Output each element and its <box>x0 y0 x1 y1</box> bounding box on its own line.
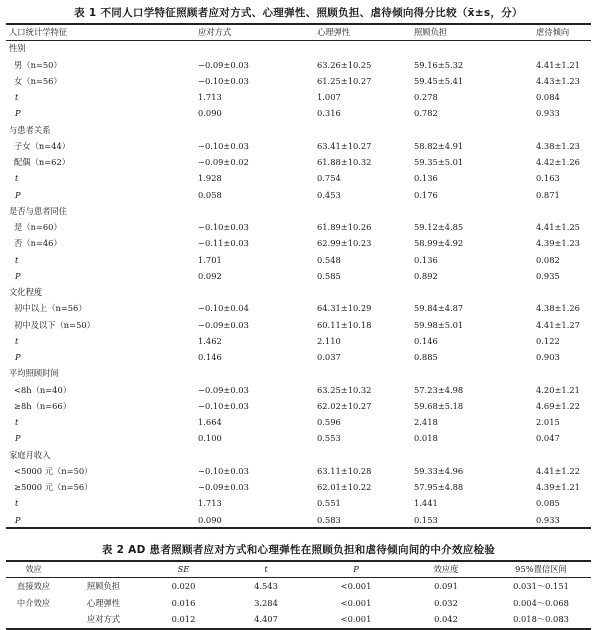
table1-row-group <box>6 284 591 300</box>
table1-cell: 0.551 <box>317 498 341 509</box>
table2-path-label: 应对方式 <box>86 614 121 625</box>
table1-cell: 0.935 <box>536 270 560 281</box>
table1-cell <box>486 203 591 219</box>
table1-cell: 4.41±1.22 <box>536 465 580 476</box>
table1-cell: 0.176 <box>414 189 438 200</box>
table1-cell: 63.25±10.32 <box>317 384 372 395</box>
table1-cell: 58.99±4.92 <box>414 238 464 249</box>
table1-row-group <box>6 40 591 56</box>
table1-row-label: 否（n=46） <box>14 238 62 249</box>
table2 <box>6 561 591 628</box>
table1-cell: 4.39±1.21 <box>536 482 580 492</box>
table1-cell: 57.95±4.88 <box>414 482 464 492</box>
table1-row-label: <5000 元（n=50） <box>14 465 93 476</box>
table1-cell: 0.316 <box>317 108 341 119</box>
table1-cell <box>146 203 261 219</box>
table1-cell: 59.84±4.87 <box>414 303 464 314</box>
table2-row <box>6 595 591 612</box>
table1-cell <box>486 447 591 463</box>
table1-row-label: 是（n=60） <box>14 222 62 232</box>
table1-row-label: P <box>15 514 21 525</box>
table1-row-group <box>6 447 591 463</box>
table1-header-cell: 虐待倾向 <box>536 27 570 37</box>
table1-cell: 1.713 <box>198 92 222 102</box>
table1-cell: 0.871 <box>536 189 560 200</box>
table2-header-cell: SE <box>177 564 190 574</box>
table1-cell <box>261 447 376 463</box>
table1-cell: 0.553 <box>317 433 341 444</box>
table2-header-cell: 效应 <box>25 564 42 574</box>
table2-cell: <0.001 <box>340 614 372 625</box>
table1-cell: 0.585 <box>317 270 341 281</box>
table1-row-label: 性别 <box>9 43 26 54</box>
table1-cell: 0.092 <box>198 270 222 281</box>
table1-cell: −0.09±0.03 <box>198 482 249 492</box>
table1-cell: 2.015 <box>536 417 560 427</box>
table1-cell: 59.35±5.01 <box>414 157 464 167</box>
table1-cell <box>376 203 486 219</box>
table1-cell: 0.933 <box>536 108 560 119</box>
table2-cell: 0.031～0.151 <box>513 580 569 591</box>
table1-cell: 0.596 <box>317 417 341 427</box>
table2-cell: 0.018～0.083 <box>513 614 569 625</box>
table1-row-sub <box>6 138 591 154</box>
table1-row-stat <box>6 187 591 203</box>
table1-cell: 1.701 <box>198 254 222 265</box>
table1-cell: 4.69±1.22 <box>536 400 580 411</box>
table1-cell: 0.453 <box>317 189 341 200</box>
table2-effect-label: 直接效应 <box>16 580 51 591</box>
table1-cell: 1.441 <box>414 498 438 509</box>
table1-cell <box>146 447 261 463</box>
table1-cell: 62.01±10.22 <box>317 482 372 492</box>
table2-cell: 0.032 <box>434 597 458 608</box>
table1-cell: 0.122 <box>536 335 560 346</box>
table1-row-group <box>6 203 591 219</box>
table1-cell: 4.43±1.23 <box>536 75 580 86</box>
table1-cell: 0.047 <box>536 433 560 444</box>
table1-row-group <box>6 122 591 138</box>
table2-path-label: 照顾负担 <box>86 580 121 591</box>
table2-cell: 0.091 <box>434 580 458 591</box>
table1-cell: 0.136 <box>414 254 438 265</box>
table2-cell: 3.284 <box>254 597 278 608</box>
table1-cell: 62.99±10.23 <box>317 238 372 249</box>
table1-cell <box>376 447 486 463</box>
table1-cell <box>376 122 486 138</box>
table1-cell: 4.39±1.23 <box>536 238 580 249</box>
table1-row-sub <box>6 317 591 333</box>
table1-cell: 0.782 <box>414 108 438 119</box>
table2-row <box>6 578 591 595</box>
table1-row-stat <box>6 414 591 430</box>
table1-cell <box>146 284 261 300</box>
table1-row-stat <box>6 89 591 105</box>
table1-row-sub <box>6 219 591 235</box>
table1-cell <box>261 284 376 300</box>
table1-cell: −0.10±0.03 <box>198 140 249 151</box>
table1-cell: 0.084 <box>536 92 560 102</box>
table1-cell: −0.09±0.03 <box>198 384 249 395</box>
table2-cell: 4.543 <box>254 580 278 591</box>
table1-row-label: t <box>15 173 19 184</box>
table1-cell: 4.20±1.21 <box>536 384 580 395</box>
table1-cell: 63.26±10.25 <box>317 59 372 70</box>
table1-cell: 63.11±10.28 <box>317 465 372 476</box>
table1-cell: 2.110 <box>317 335 341 346</box>
table1-cell: 0.583 <box>317 514 341 525</box>
table1-cell: 64.31±10.29 <box>317 303 372 314</box>
table1-cell <box>146 40 261 56</box>
table1-row-stat <box>6 333 591 349</box>
table1-cell <box>146 365 261 381</box>
table1-cell: 4.41±1.25 <box>536 222 580 232</box>
table1-cell: 4.38±1.26 <box>536 303 580 314</box>
table1-cell: 1.462 <box>198 335 222 346</box>
table1-cell: 2.418 <box>414 417 438 427</box>
table2-cell: 0.016 <box>171 597 196 608</box>
table1-row-label: P <box>15 270 21 281</box>
table1-cell: 62.02±10.27 <box>317 400 372 411</box>
table1-row-label: 女（n=56） <box>14 75 62 86</box>
table1-cell: 1.007 <box>317 92 341 102</box>
table1-cell: 0.163 <box>536 173 560 184</box>
table1-cell <box>376 365 486 381</box>
table1-cell: 0.146 <box>198 352 222 362</box>
table2-cell: 4.407 <box>254 614 278 625</box>
table2-header-cell: 95%置信区间 <box>515 564 567 574</box>
table1-cell: 0.153 <box>414 514 438 525</box>
table2-path-label: 心理弹性 <box>86 597 121 608</box>
table2-header-cell: 效应度 <box>433 564 459 574</box>
table1-cell <box>486 284 591 300</box>
table1-cell: −0.11±0.03 <box>198 238 249 249</box>
table1-cell: 0.278 <box>414 92 438 102</box>
table1-cell <box>261 40 376 56</box>
table1-cell: 0.146 <box>414 335 438 346</box>
table1-cell: −0.09±0.03 <box>198 59 249 70</box>
table1-cell: 63.41±10.27 <box>317 140 372 151</box>
table2-effect-label: 中介效应 <box>16 597 51 608</box>
table1-cell: 59.45±5.41 <box>414 75 464 86</box>
table1-row-label: P <box>15 189 21 200</box>
table1-row-label: 子女（n=44） <box>14 140 71 151</box>
table1-cell <box>376 40 486 56</box>
table1-cell: 0.754 <box>317 173 341 184</box>
table1-row-label: <8h（n=40） <box>14 384 72 395</box>
table1-row-label: P <box>15 108 21 119</box>
table1-cell: 0.136 <box>414 173 438 184</box>
table1-row-sub <box>6 382 591 398</box>
table1-row-sub <box>6 300 591 316</box>
table2-bottom-rule <box>6 628 591 630</box>
table1-row-sub <box>6 57 591 73</box>
table1-cell <box>261 365 376 381</box>
table1-cell: 59.16±5.32 <box>414 59 464 70</box>
table1-cell <box>261 203 376 219</box>
table1-cell: 4.41±1.21 <box>536 59 580 70</box>
table1-row-stat <box>6 105 591 121</box>
table1-row-sub <box>6 479 591 495</box>
table1-cell: 0.058 <box>198 189 222 200</box>
table1-cell: 0.082 <box>536 254 560 265</box>
table1-row-label: t <box>15 335 19 346</box>
table1-cell: 4.38±1.23 <box>536 140 580 151</box>
table1-cell: 59.33±4.96 <box>414 465 464 476</box>
table1-row-stat <box>6 170 591 186</box>
table1-cell: −0.09±0.02 <box>198 157 249 167</box>
table1-cell: 1.664 <box>198 417 222 427</box>
table1-row-label: P <box>15 433 21 444</box>
table2-header-cell: t <box>264 564 268 574</box>
table1-header-cell: 人口统计学特征 <box>9 27 68 37</box>
table1-row-label: 家庭月收入 <box>9 449 51 460</box>
table2-cell: 0.020 <box>171 580 196 591</box>
table1-row-label: 平均照顾时间 <box>9 368 59 379</box>
table1-row-label: 初中及以下（n=50） <box>14 319 95 330</box>
table1-row-label: t <box>15 417 19 427</box>
table2-header-cell <box>61 561 146 578</box>
table1-row-stat <box>6 268 591 284</box>
table1-header-cell: 心理弹性 <box>317 27 351 37</box>
table1-header-row <box>6 24 591 40</box>
table1-cell: 1.713 <box>198 498 222 509</box>
table1-row-label: ≥5000 元（n=56） <box>14 482 93 492</box>
table1-cell: −0.10±0.03 <box>198 400 249 411</box>
table1-cell: −0.10±0.04 <box>198 303 249 314</box>
table1-body <box>6 40 591 528</box>
table1-cell: 0.885 <box>414 352 438 362</box>
table1 <box>6 24 591 528</box>
table1-row-label: 文化程度 <box>9 287 43 297</box>
table1-row-label: t <box>15 92 19 102</box>
table1-cell: −0.10±0.03 <box>198 222 249 232</box>
table2-caption: 表 2 AD 患者照顾者应对方式和心理弹性在照顾负担和虐待倾向间的中介效应检验 <box>101 544 496 556</box>
table1-row-label: ≥8h（n=66） <box>14 400 72 411</box>
table1-caption: 表 1 不同人口学特征照顾者应对方式、心理弹性、照顾负担、虐待倾向得分比较（x̄±s，分） <box>74 7 523 19</box>
table1-row-label: 男（n=50） <box>14 59 62 70</box>
table1-cell: 59.68±5.18 <box>414 400 464 411</box>
table1-row-label: 与患者关系 <box>9 124 51 135</box>
table2-body <box>6 578 591 628</box>
table1-cell: 57.23±4.98 <box>414 384 464 395</box>
table1-cell <box>261 122 376 138</box>
table1-cell: 58.82±4.91 <box>414 140 464 151</box>
table1-row-label: 配偶（n=62） <box>14 157 71 167</box>
table2-effect-label <box>6 611 61 628</box>
table2-cell: 0.004～0.068 <box>513 597 569 608</box>
table2-row <box>6 611 591 628</box>
table1-row-sub <box>6 463 591 479</box>
table1-row-sub <box>6 73 591 89</box>
table1-row-stat <box>6 430 591 446</box>
table1-row-label: P <box>15 352 21 362</box>
table1-cell <box>486 365 591 381</box>
table1-cell: 0.933 <box>536 514 560 525</box>
table1-row-stat <box>6 495 591 511</box>
table1-cell: 0.903 <box>536 352 560 362</box>
table2-header-row <box>6 561 591 578</box>
table1-cell: 60.11±10.18 <box>317 319 372 330</box>
table1-row-sub <box>6 235 591 251</box>
table1-cell: 61.88±10.32 <box>317 157 372 167</box>
table1-header-cell: 照顾负担 <box>414 27 448 37</box>
table1-cell: 0.037 <box>317 352 341 362</box>
table1-cell: 0.892 <box>414 270 438 281</box>
table1-cell: 1.928 <box>198 173 222 184</box>
table1-cell: 0.100 <box>198 433 222 444</box>
table1-row-group <box>6 365 591 381</box>
table1-header-cell: 应对方式 <box>198 27 232 37</box>
table1-cell: −0.09±0.03 <box>198 319 249 330</box>
table1-row-label: 初中以上（n=56） <box>14 303 87 314</box>
table1-cell: −0.10±0.03 <box>198 75 249 86</box>
table1-row-stat <box>6 349 591 365</box>
table1-cell: 4.42±1.26 <box>536 157 580 167</box>
table1-bottom-rule <box>6 527 591 529</box>
table1-cell <box>146 122 261 138</box>
table1-cell: 0.085 <box>536 498 560 509</box>
table1-cell: 59.12±4.85 <box>414 222 464 232</box>
table1-cell: 61.89±10.26 <box>317 222 372 232</box>
table1-row-label: t <box>15 254 19 265</box>
table1-cell: 0.548 <box>317 254 341 265</box>
table1-cell <box>376 284 486 300</box>
table2-cell: <0.001 <box>340 597 372 608</box>
table1-cell: 59.98±5.01 <box>414 319 464 330</box>
table1-cell: −0.10±0.03 <box>198 465 249 476</box>
table1-cell <box>486 40 591 56</box>
table1-cell: 0.018 <box>414 433 438 444</box>
table1-cell: 4.41±1.27 <box>536 319 580 330</box>
table1-cell: 61.25±10.27 <box>317 75 372 86</box>
table1-row-stat <box>6 252 591 268</box>
table2-cell: <0.001 <box>340 580 372 591</box>
table1-row-label: t <box>15 498 19 509</box>
table1-row-label: 是否与患者同住 <box>9 205 68 216</box>
table2-header-cell: P <box>353 564 359 574</box>
table1-row-sub <box>6 398 591 414</box>
table1-cell <box>486 122 591 138</box>
table2-cell: 0.012 <box>171 614 196 625</box>
table1-row-stat <box>6 512 591 528</box>
table2-cell: 0.042 <box>434 614 458 625</box>
table1-cell: 0.090 <box>198 514 222 525</box>
table1-row-sub <box>6 154 591 170</box>
table1-cell: 0.090 <box>198 108 222 119</box>
